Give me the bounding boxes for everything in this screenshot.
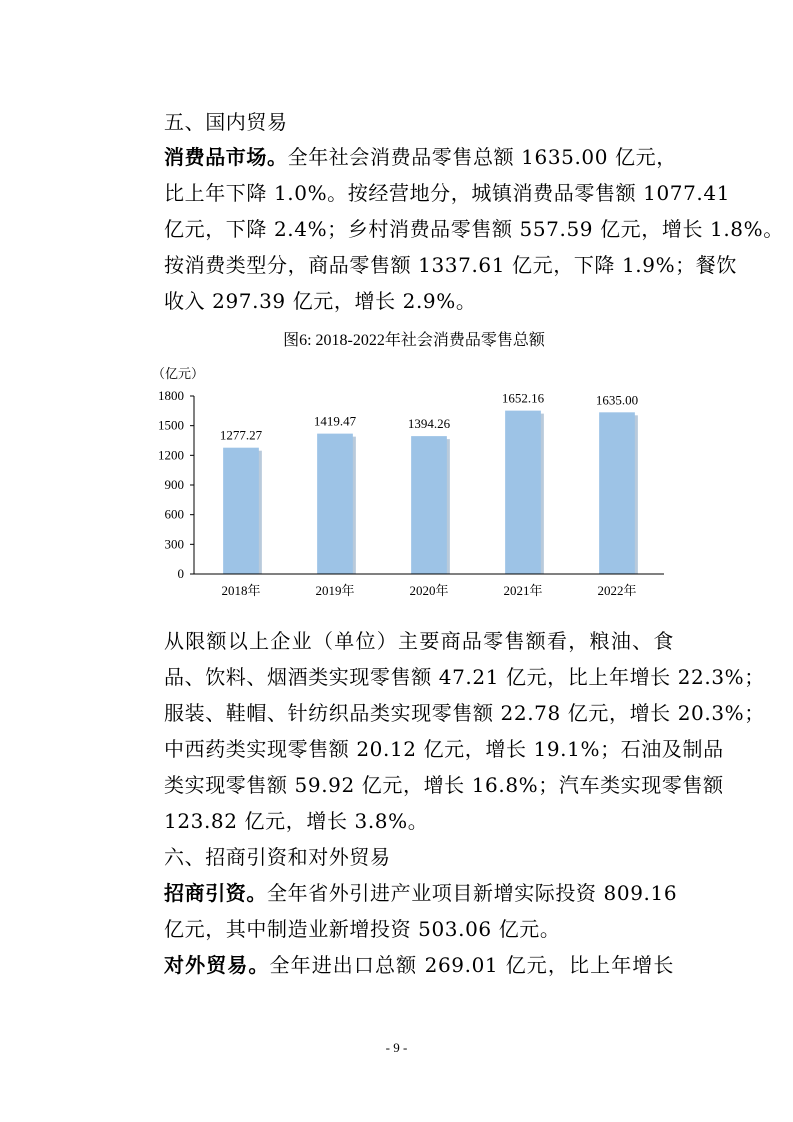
- chart-value-label: 1277.27: [219, 427, 263, 443]
- chart-y-tick-label: 300: [164, 536, 184, 552]
- chart-bar-2020年: [411, 436, 447, 574]
- section-heading-domestic-trade: 五、国内贸易: [164, 110, 288, 134]
- retail-sales-bar-chart: [148, 326, 668, 611]
- paragraph-line: 亿元，其中制造业新增投资 503.06 亿元。: [164, 917, 561, 941]
- chart-y-tick-label: 1200: [158, 447, 184, 463]
- page-number: - 9 -: [385, 1040, 408, 1055]
- chart-bar-2022年: [599, 412, 635, 574]
- paragraph-lead-investment: 招商引资。: [164, 881, 267, 905]
- paragraph-line: [164, 879, 678, 907]
- chart-x-tick-label: 2021年: [503, 583, 543, 598]
- chart-bar-2021年: [505, 411, 541, 574]
- paragraph-line: [164, 951, 674, 979]
- chart-y-tick-label: 1800: [158, 388, 184, 403]
- paragraph-line: 从限额以上企业（单位）主要商品零售额看，粮油、食: [164, 629, 674, 653]
- paragraph-line: [164, 143, 677, 171]
- chart-y-tick-label: 900: [164, 477, 184, 492]
- chart-value-label: 1394.26: [407, 416, 451, 432]
- paragraph-lead-foreign-trade: 对外贸易。: [164, 953, 270, 977]
- chart-x-tick-label: 2018年: [221, 583, 261, 598]
- paragraph-line: 比上年下降 1.0%。按经营地分，城镇消费品零售额 1077.41: [164, 181, 731, 205]
- paragraph-line: 中西药类实现零售额 20.12 亿元，增长 19.1%；石油及制品: [164, 737, 724, 761]
- paragraph-line: 收入 297.39 亿元，增长 2.9%。: [164, 289, 477, 313]
- paragraph-line: 亿元，下降 2.4%；乡村消费品零售额 557.59 亿元，增长 1.8%。: [164, 217, 784, 241]
- chart-title: 图6: 2018-2022年社会消费品零售总额: [283, 332, 545, 349]
- chart-x-tick-label: 2022年: [597, 583, 637, 598]
- chart-value-label: 1419.47: [313, 413, 357, 429]
- chart-bar-2019年: [317, 434, 353, 574]
- chart-value-label: 1652.16: [501, 390, 545, 406]
- paragraph-text: 全年进出口总额 269.01 亿元，比上年增长: [269, 953, 674, 977]
- chart-y-tick-label: 0: [177, 566, 184, 581]
- chart-x-tick-label: 2019年: [315, 583, 355, 598]
- chart-y-tick-label: 1500: [158, 417, 184, 433]
- paragraph-line: 123.82 亿元，增长 3.8%。: [164, 809, 429, 833]
- chart-y-axis-label: （亿元）: [152, 366, 205, 381]
- paragraph-line: 品、饮料、烟酒类实现零售额 47.21 亿元，比上年增长 22.3%；: [164, 665, 765, 689]
- chart-x-tick-label: 2020年: [409, 583, 449, 598]
- section-heading-investment-foreign-trade: 六、招商引资和对外贸易: [164, 845, 391, 869]
- paragraph-line: 按消费类型分，商品零售额 1337.61 亿元，下降 1.9%；餐饮: [164, 253, 737, 277]
- chart-bar-2018年: [223, 448, 259, 574]
- chart-value-label: 1635.00: [595, 392, 639, 408]
- paragraph-text: 全年省外引进产业项目新增实际投资 809.16: [267, 881, 678, 905]
- chart-y-tick-label: 600: [164, 506, 184, 522]
- paragraph-lead-consumer-market: 消费品市场。: [164, 145, 288, 169]
- paragraph-text: 全年社会消费品零售总额 1635.00 亿元，: [287, 145, 677, 169]
- paragraph-line: 类实现零售额 59.92 亿元，增长 16.8%；汽车类实现零售额: [164, 773, 724, 797]
- paragraph-line: 服装、鞋帽、针纺织品类实现零售额 22.78 亿元，增长 20.3%；: [164, 701, 765, 725]
